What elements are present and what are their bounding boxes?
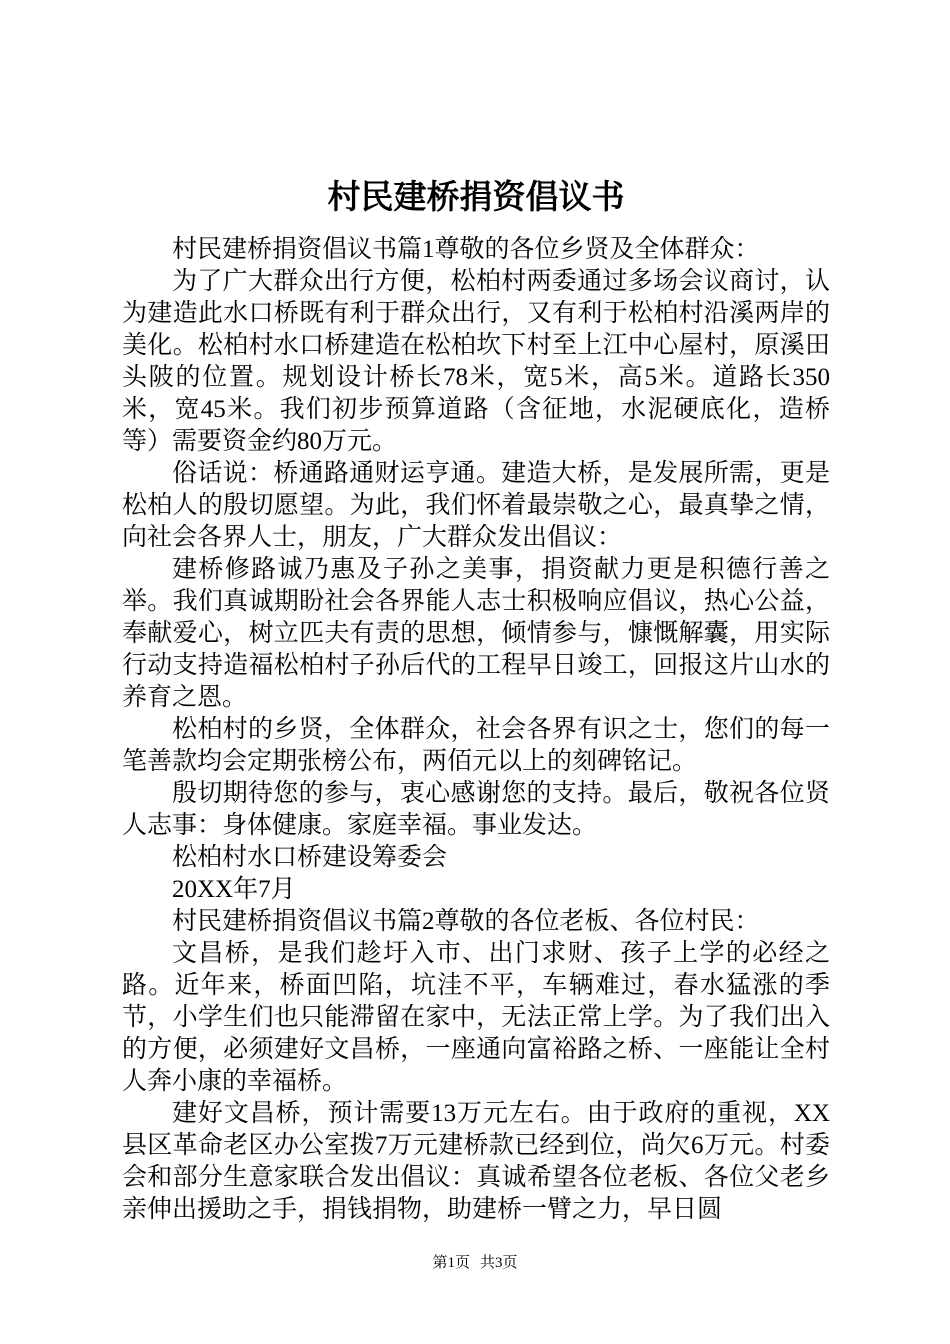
document-title: 村民建桥捐资倡议书 [327, 180, 625, 216]
paragraph: 俗话说：桥通路通财运亨通。建造大桥，是发展所需，更是松柏人的殷切愿望。为此，我们怀着最崇敬之心，最真挚之情，向社会各界人士，朋友，广大群众发出倡议： [122, 460, 830, 551]
paragraph: 为了广大群众出行方便，松柏村两委通过多场会议商讨，认为建造此水口桥既有利于群众出行，又有利于松柏村沿溪两岸的美化。松柏村水口桥建造在松柏坎下村至上江中心屋村，原溪田头陂的位置。规划设计桥长78米，宽5米，高5米。道路长350米，宽45米。我们初步预算道路（含征地，水泥硬底化，造桥等）需要资金约80万元。 [122, 268, 830, 455]
page-number: 第1页 [432, 1255, 470, 1271]
paragraph: 建桥修路诚乃惠及子孙之美事，捐资献力更是积德行善之举。我们真诚期盼社会各界能人志士积极响应倡议，热心公益，奉献爱心，树立匹夫有责的思想，倾情参与，慷慨解囊，用实际行动支持造福松柏村子孙后代的工程早日竣工，回报这片山水的养育之恩。 [122, 556, 830, 711]
paragraph: 松柏村的乡贤，全体群众，社会各界有识之士，您们的每一笔善款均会定期张榜公布，两佰元以上的刻碑铭记。 [122, 716, 830, 775]
paragraph: 松柏村水口桥建设筹委会 [172, 844, 448, 871]
paragraph: 村民建桥捐资倡议书篇2尊敬的各位老板、各位村民： [172, 908, 760, 935]
paragraph: 殷切期待您的参与，衷心感谢您的支持。最后，敬祝各位贤人志事：身体健康。家庭幸福。事业发达。 [122, 780, 830, 839]
paragraph: 文昌桥，是我们趁圩入市、出门求财、孩子上学的必经之路。近年来，桥面凹陷，坑洼不平，车辆难过，春水猛涨的季节，小学生们也只能滞留在家中，无法正常上学。为了我们出入的方便，必须建好文昌桥，一座通向富裕路之桥、一座能让全村人奔小康的幸福桥。 [122, 940, 830, 1095]
paragraph: 建好文昌桥，预计需要13万元左右。由于政府的重视，XX县区革命老区办公室拨7万元建桥款已经到位，尚欠6万元。村委会和部分生意家联合发出倡议：真诚希望各位老板、各位父老乡亲伸出援助之手，捐钱捐物，助建桥一臂之力，早日圆 [122, 1100, 830, 1223]
document-body [122, 234, 830, 1226]
paragraph: 20XX年7月 [172, 876, 296, 903]
page-footer [0, 1251, 950, 1272]
page-count: 共3页 [480, 1255, 518, 1271]
paragraph: 村民建桥捐资倡议书篇1尊敬的各位乡贤及全体群众： [172, 236, 760, 263]
